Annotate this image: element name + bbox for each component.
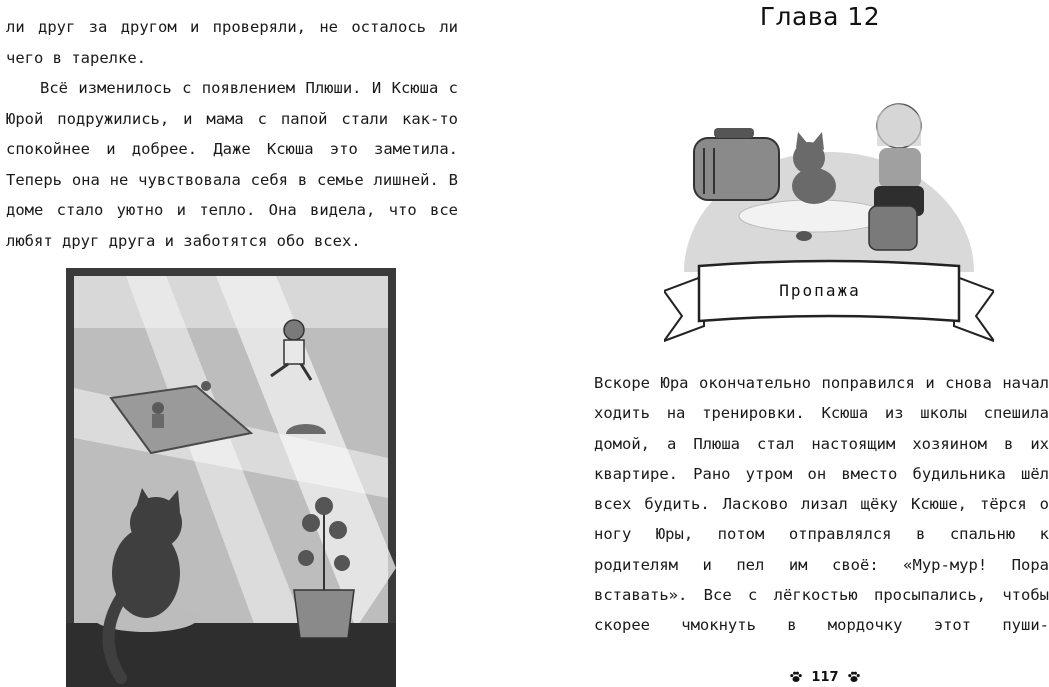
plant-leaf: [334, 555, 350, 571]
child-figure: [152, 402, 164, 414]
left-page-text: [6, 12, 458, 256]
left-paragraph-2: Всё изменилось с появлением Плюши. И Ксюша с Юрой подружились, и мама с папой стали как-то спокойнее и добрее. Даже Ксюша это заметила. Теперь она не чувствовала себя в семье лишней. В доме стало уютно и тепло. Она видела, что все любят друг друга и заботятся обо всех.: [6, 79, 458, 250]
running-boy: [284, 320, 304, 340]
page-number: 117: [811, 669, 839, 685]
right-page-text: [594, 368, 1049, 641]
chapter-illustration: [664, 86, 994, 356]
toy-mouse: [796, 231, 812, 241]
right-paragraph: Вскоре Юра окончательно поправился и снова начал ходить на тренировки. Ксюша из школы спешила домой, а Плюша стал настоящим хозяином в их квартире. Рано утром он вместо будильника шёл всех будить. Ласково лизал щёку Ксюше, тёрся о ногу Юры, потом отправлялся в спальню к родителям и пел им своё: «Мур-мур! Пора вставать». Все с лёгкостью просыпались, чтобы скорее чмокнуть в мордочку этот пуши-: [594, 374, 1049, 635]
left-paragraph-1: ли друг за другом и проверяли, не осталось ли чего в тарелке.: [6, 18, 458, 67]
chapter-title: Глава 12: [759, 2, 881, 31]
plant-leaf: [302, 514, 320, 532]
paw-icon: [789, 670, 803, 684]
window-cat-illustration: [66, 268, 396, 687]
plant-leaf: [298, 550, 314, 566]
page-footer: [780, 668, 870, 686]
chapter-subtitle: Пропажа: [779, 281, 861, 300]
plant-leaf: [315, 497, 333, 515]
plant-leaf: [329, 521, 347, 539]
child-figure: [201, 381, 211, 391]
backpack: [869, 206, 917, 250]
paw-icon: [847, 670, 861, 684]
carrier-handle: [714, 128, 754, 138]
flower-pot: [294, 590, 354, 638]
running-boy: [284, 340, 304, 364]
fluffy-cat: [792, 168, 836, 204]
girl-body: [879, 148, 921, 188]
child-figure: [152, 414, 164, 428]
rug: [739, 200, 889, 232]
pet-carrier: [694, 138, 779, 200]
